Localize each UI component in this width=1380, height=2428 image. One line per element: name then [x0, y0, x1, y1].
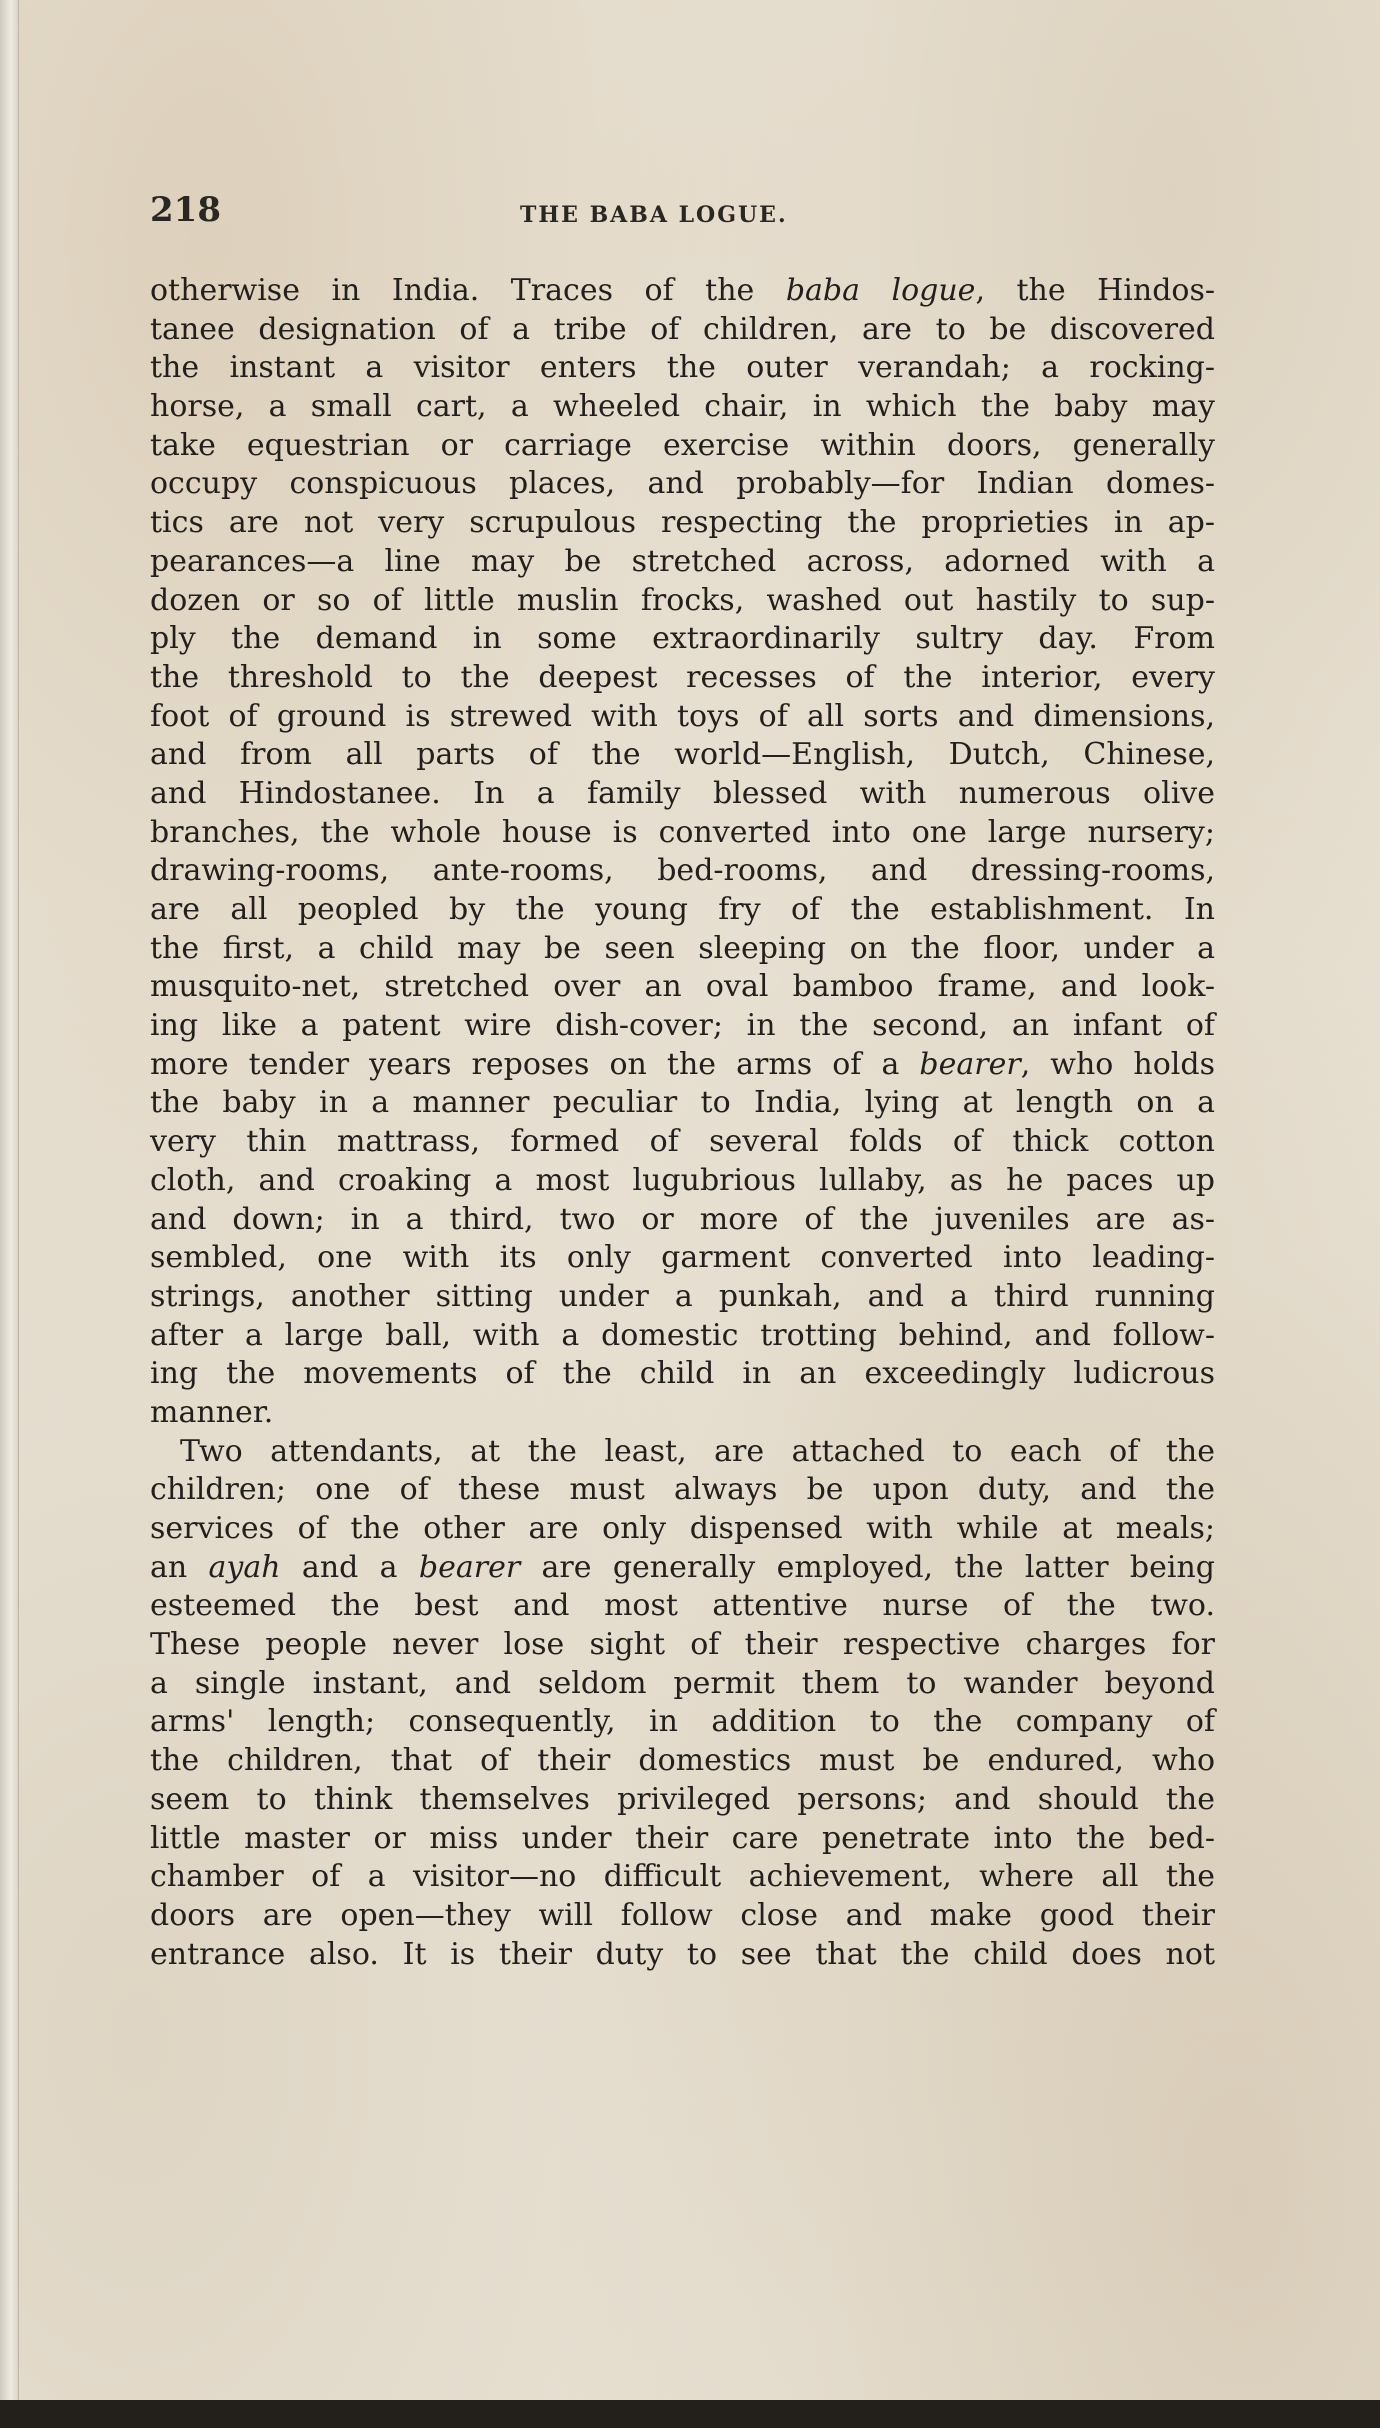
text-line: entrance also. It is their duty to see that the child does not: [150, 1936, 1215, 1972]
page-number: 218: [150, 190, 221, 230]
text-line: the baby in a manner peculiar to India, lying at length on a: [150, 1085, 1215, 1121]
text-line: children; one of these must always be upon duty, and the: [150, 1472, 1215, 1508]
text-line: drawing-rooms, ante-rooms, bed-rooms, and dressing-rooms,: [150, 853, 1215, 889]
running-title: THE BABA LOGUE.: [520, 202, 788, 228]
text-line: chamber of a visitor—no difficult achievement, where all the: [150, 1859, 1215, 1895]
text-line: esteemed the best and most attentive nurse of the two.: [150, 1588, 1215, 1624]
text-line: and from all parts of the world—English, Dutch, Chinese,: [150, 737, 1215, 773]
text-line: occupy conspicuous places, and probably—for Indian domes-: [150, 466, 1215, 502]
text-line: very thin mattrass, formed of several folds of thick cotton: [150, 1124, 1215, 1160]
text-line: doors are open—they will follow close and make good their: [150, 1897, 1215, 1933]
text-line: more tender years reposes on the arms of a bearer, who holds: [150, 1046, 1215, 1082]
text-line: the first, a child may be seen sleeping on the floor, under a: [150, 930, 1215, 966]
text-line: tanee designation of a tribe of children, are to be discovered: [150, 311, 1215, 347]
text-line: dozen or so of little muslin frocks, washed out hastily to sup-: [150, 582, 1215, 618]
text-line: horse, a small cart, a wheeled chair, in which the baby may: [150, 389, 1215, 425]
page-header: [150, 190, 1210, 250]
text-line: sembled, one with its only garment converted into leading-: [150, 1240, 1215, 1276]
text-line: tics are not very scrupulous respecting the proprieties in ap-: [150, 505, 1215, 541]
text-line: the children, that of their domestics must be endured, who: [150, 1743, 1215, 1779]
text-line: after a large ball, with a domestic trotting behind, and follow-: [150, 1317, 1215, 1353]
text-line: ing like a patent wire dish-cover; in the second, an infant of: [150, 1008, 1215, 1044]
text-line: ing the movements of the child in an exceedingly ludicrous: [150, 1356, 1215, 1392]
text-line: little master or miss under their care penetrate into the bed-: [150, 1820, 1215, 1856]
text-line: and down; in a third, two or more of the juveniles are as-: [150, 1201, 1215, 1237]
text-line: arms' length; consequently, in addition to the company of: [150, 1704, 1215, 1740]
text-line: These people never lose sight of their respective charges for: [150, 1627, 1215, 1663]
text-line: the threshold to the deepest recesses of the interior, every: [150, 659, 1215, 695]
body-text: [150, 272, 1215, 1974]
page-spine-edge: [0, 0, 19, 2400]
text-line: ply the demand in some extraordinarily sultry day. From: [150, 621, 1215, 657]
text-line: a single instant, and seldom permit them to wander beyond: [150, 1665, 1215, 1701]
text-line: strings, another sitting under a punkah, and a third running: [150, 1278, 1215, 1314]
page-bottom-edge: [0, 2400, 1380, 2428]
text-line: musquito-net, stretched over an oval bamboo frame, and look-: [150, 969, 1215, 1005]
text-line: services of the other are only dispensed with while at meals;: [150, 1511, 1215, 1546]
text-line: Two attendants, at the least, are attached to each of the: [180, 1433, 1215, 1469]
text-line: take equestrian or carriage exercise within doors, generally: [150, 427, 1215, 463]
text-line: foot of ground is strewed with toys of all sorts and dimensions,: [150, 698, 1215, 734]
text-line: pearances—a line may be stretched across, adorned with a: [150, 543, 1215, 579]
text-line: the instant a visitor enters the outer verandah; a rocking-: [150, 350, 1215, 386]
text-line: cloth, and croaking a most lugubrious lullaby, as he paces up: [150, 1162, 1215, 1198]
text-line: otherwise in India. Traces of the baba logue, the Hindos-: [150, 273, 1215, 308]
text-line: and Hindostanee. In a family blessed with numerous olive: [150, 775, 1215, 811]
text-line: an ayah and a bearer are generally employed, the latter being: [150, 1549, 1215, 1585]
text-line: branches, the whole house is converted into one large nursery;: [150, 814, 1215, 850]
text-line: are all peopled by the young fry of the establishment. In: [150, 892, 1215, 927]
text-line: seem to think themselves privileged persons; and should the: [150, 1781, 1215, 1817]
text-line: manner.: [150, 1394, 274, 1430]
